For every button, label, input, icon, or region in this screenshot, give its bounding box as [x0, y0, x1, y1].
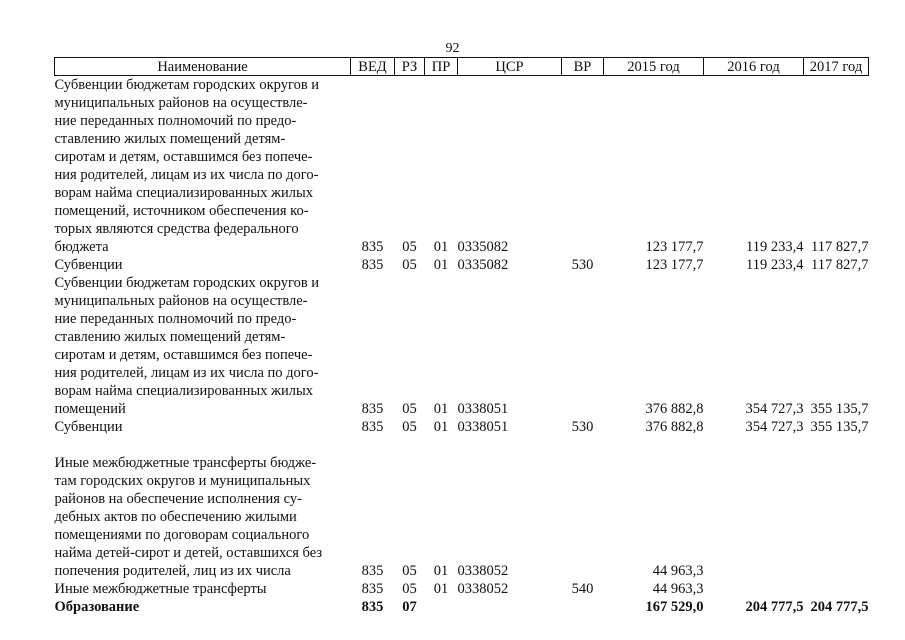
cell-2015: 123 177,7	[645, 257, 704, 273]
table-row	[55, 256, 869, 274]
cell-pr: 01	[433, 257, 449, 273]
row-name-line: районов на обеспечение исполнения су-	[54, 491, 302, 507]
cell-pr: 01	[433, 239, 449, 255]
cell-2015: 376 882,8	[645, 419, 704, 435]
row-name	[55, 598, 351, 616]
row-name-line: ния родителей, лицам из их числа по дого-	[54, 167, 319, 183]
cell-rz: 07	[402, 599, 417, 615]
row-name	[55, 454, 351, 580]
header-rz: РЗ	[395, 58, 425, 76]
cell-csr: 0338052	[457, 581, 509, 597]
header-2015: 2015 год	[604, 58, 704, 76]
row-name	[55, 274, 351, 418]
header-pr: ПР	[425, 58, 458, 76]
cell-pr: 01	[433, 563, 449, 579]
cell-ved: 835	[361, 599, 384, 615]
cell-csr	[458, 598, 562, 616]
row-name-line: найма детей-сирот и детей, оставшихся без	[54, 545, 323, 561]
spacer-cell	[55, 436, 869, 454]
row-name-line: помещений, источником обеспечения ко-	[54, 203, 309, 219]
cell-rz: 05	[402, 563, 417, 579]
cell-2016	[704, 454, 804, 580]
row-name-line: бюджета	[54, 239, 109, 255]
cell-2015: 44 963,3	[652, 563, 704, 579]
row-name-line: торых являются средства федерального	[54, 221, 299, 237]
cell-rz: 05	[402, 581, 417, 597]
row-name-line: муниципальных районов на осуществле-	[54, 95, 308, 111]
cell-2017: 117 827,7	[811, 239, 869, 255]
row-name-line: сиротам и детям, оставшимся без попече-	[54, 347, 313, 363]
cell-2016	[704, 580, 804, 598]
cell-2015: 123 177,7	[645, 239, 704, 255]
cell-2016: 119 233,4	[746, 257, 804, 273]
cell-2015: 167 529,0	[645, 599, 704, 615]
header-csr: ЦСР	[458, 58, 562, 76]
row-name-line: ние переданных полномочий по предо-	[54, 113, 297, 129]
row-name-line: дебных актов по обеспечению жилыми	[54, 509, 297, 525]
cell-2015: 44 963,3	[652, 581, 704, 597]
cell-rz: 05	[402, 239, 417, 255]
row-name	[55, 580, 351, 598]
row-name-line: муниципальных районов на осуществле-	[54, 293, 308, 309]
row-name-line: попечения родителей, лиц из их числа	[54, 563, 291, 579]
row-name-line: ние переданных полномочий по предо-	[54, 311, 297, 327]
table-body	[55, 76, 869, 617]
row-name-line: Субвенции	[54, 419, 123, 435]
header-vr: ВР	[562, 58, 604, 76]
header-name: Наименование	[55, 58, 351, 76]
cell-2017	[804, 580, 869, 598]
row-name-line: сиротам и детям, оставшимся без попече-	[54, 149, 313, 165]
spacer-row	[55, 436, 869, 454]
row-name-line: там городских округов и муниципальных	[54, 473, 311, 489]
cell-2017: 204 777,5	[810, 599, 869, 615]
row-name-line: помещений	[54, 401, 126, 417]
cell-vr: 530	[571, 257, 594, 273]
row-name-line: помещениями по договорам социального	[54, 527, 310, 543]
cell-rz: 05	[402, 257, 417, 273]
row-name-line: ворам найма специализированных жилых	[54, 185, 314, 201]
header-2016: 2016 год	[704, 58, 804, 76]
budget-table	[54, 57, 869, 616]
cell-2017: 355 135,7	[810, 401, 869, 417]
table-row	[55, 580, 869, 598]
cell-rz: 05	[402, 401, 417, 417]
cell-2016: 354 727,3	[745, 419, 804, 435]
row-name-line: Субвенции	[54, 257, 123, 273]
cell-2017: 117 827,7	[811, 257, 869, 273]
page-number: 92	[445, 41, 460, 56]
cell-vr	[562, 454, 604, 580]
table-row	[55, 598, 869, 616]
cell-2015: 376 882,8	[645, 401, 704, 417]
cell-ved: 835	[361, 257, 384, 273]
row-name-line: ставлению жилых помещений детям-	[54, 131, 286, 147]
cell-pr: 01	[433, 401, 449, 417]
row-name-line: Субвенции бюджетам городских округов и	[54, 275, 320, 291]
row-name-line: Субвенции бюджетам городских округов и	[54, 77, 320, 93]
header-ved: ВЕД	[351, 58, 395, 76]
cell-csr: 0335082	[457, 257, 509, 273]
cell-vr	[562, 274, 604, 418]
row-name-line: Образование	[54, 599, 140, 615]
row-name	[55, 418, 351, 436]
cell-pr: 01	[433, 419, 449, 435]
row-name	[55, 256, 351, 274]
cell-2016: 354 727,3	[745, 401, 804, 417]
cell-2017: 355 135,7	[810, 419, 869, 435]
cell-vr: 530	[571, 419, 594, 435]
row-name	[55, 76, 351, 257]
cell-vr	[562, 598, 604, 616]
table-row	[55, 454, 869, 580]
cell-vr	[562, 76, 604, 257]
cell-2016: 119 233,4	[746, 239, 804, 255]
cell-ved: 835	[361, 563, 384, 579]
cell-pr: 01	[433, 581, 449, 597]
cell-ved: 835	[361, 401, 384, 417]
cell-vr: 540	[571, 581, 594, 597]
header-2017: 2017 год	[804, 58, 869, 76]
cell-ved: 835	[361, 419, 384, 435]
cell-csr: 0335082	[457, 239, 509, 255]
cell-2016: 204 777,5	[745, 599, 804, 615]
row-name-line: Иные межбюджетные трансферты	[54, 581, 267, 597]
cell-ved: 835	[361, 239, 384, 255]
cell-csr: 0338052	[457, 563, 509, 579]
cell-pr	[425, 598, 458, 616]
cell-csr: 0338051	[457, 419, 509, 435]
row-name-line: ставлению жилых помещений детям-	[54, 329, 286, 345]
table-row	[55, 274, 869, 418]
row-name-line: ния родителей, лицам из их числа по дого-	[54, 365, 319, 381]
cell-2017	[804, 454, 869, 580]
row-name-line: Иные межбюджетные трансферты бюдже-	[54, 455, 317, 471]
table-row	[55, 76, 869, 257]
row-name-line: ворам найма специализированных жилых	[54, 383, 314, 399]
table-header-row	[55, 58, 869, 76]
cell-csr: 0338051	[457, 401, 509, 417]
cell-rz: 05	[402, 419, 417, 435]
table-row	[55, 418, 869, 436]
cell-ved: 835	[361, 581, 384, 597]
